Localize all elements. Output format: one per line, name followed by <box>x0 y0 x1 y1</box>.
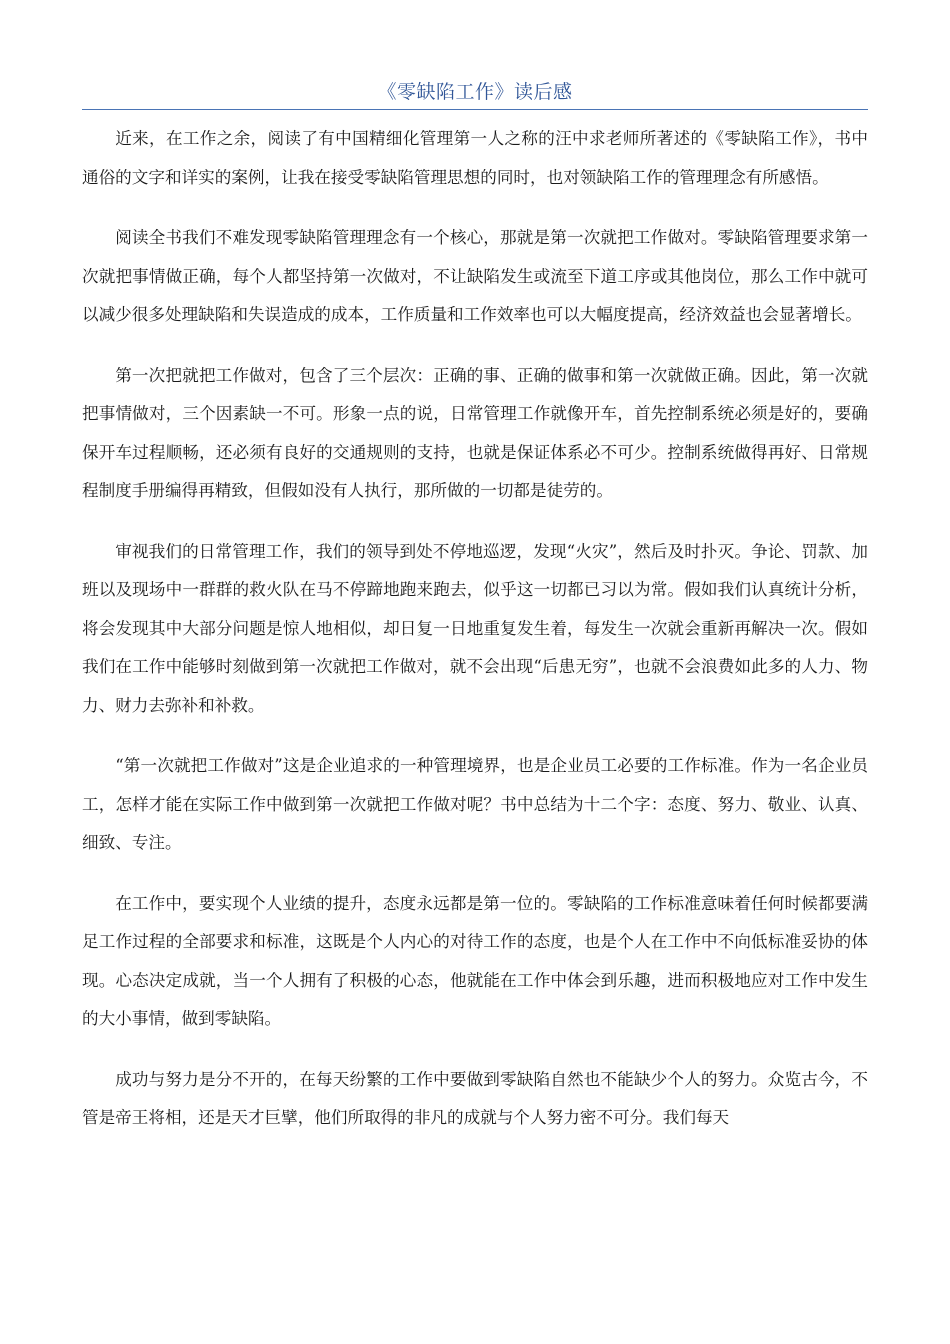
document-title: 《零缺陷工作》读后感 <box>377 81 573 103</box>
paragraph: 审视我们的日常管理工作，我们的领导到处不停地巡逻，发现“火灾”，然后及时扑灭。争论、罚款、加班以及现场中一群群的救火队在马不停蹄地跑来跑去，似乎这一切都已习以为常。假如我们认真统计分析，将会发现其中大部分问题是惊人地相似，却日复一日地重复发生着，每发生一次就会重新再解决一次。假如我们在工作中能够时刻做到第一次就把工作做对，就不会出现“后患无穷”，也就不会浪费如此多的人力、物力、财力去弥补和补救。 <box>82 541 868 715</box>
document-header <box>82 76 868 110</box>
paragraph: 成功与努力是分不开的，在每天纷繁的工作中要做到零缺陷自然也不能缺少个人的努力。众览古今，不管是帝王将相，还是天才巨擘，他们所取得的非凡的成就与个人努力密不可分。我们每天 <box>82 1069 868 1127</box>
paragraph: 近来，在工作之余，阅读了有中国精细化管理第一人之称的汪中求老师所著述的《零缺陷工作》，书中通俗的文字和详实的案例，让我在接受零缺陷管理思想的同时，也对领缺陷工作的管理理念有所感悟。 <box>82 129 868 187</box>
paragraph: 阅读全书我们不难发现零缺陷管理理念有一个核心，那就是第一次就把工作做对。零缺陷管理要求第一次就把事情做正确，每个人都坚持第一次做对，不让缺陷发生或流至下道工序或其他岗位，那么工作中就可以减少很多处理缺陷和失误造成的成本，工作质量和工作效率也可以大幅度提高，经济效益也会显著增长。 <box>82 228 868 324</box>
document-body <box>82 120 868 1160</box>
paragraph: “第一次就把工作做对”这是企业追求的一种管理境界，也是企业员工必要的工作标准。作为一名企业员工，怎样才能在实际工作中做到第一次就把工作做对呢？书中总结为十二个字：态度、努力、敬业、认真、细致、专注。 <box>82 756 868 852</box>
paragraph: 在工作中，要实现个人业绩的提升，态度永远都是第一位的。零缺陷的工作标准意味着任何时候都要满足工作过程的全部要求和标准，这既是个人内心的对待工作的态度，也是个人在工作中不向低标准妥协的体现。心态决定成就，当一个人拥有了积极的心态，他就能在工作中体会到乐趣，进而积极地应对工作中发生的大小事情，做到零缺陷。 <box>82 893 868 1028</box>
paragraph: 第一次把就把工作做对，包含了三个层次：正确的事、正确的做事和第一次就做正确。因此，第一次就把事情做对，三个因素缺一不可。形象一点的说，日常管理工作就像开车，首先控制系统必须是好的，要确保开车过程顺畅，还必须有良好的交通规则的支持，也就是保证体系必不可少。控制系统做得再好、日常规程制度手册编得再精致，但假如没有人执行，那所做的一切都是徒劳的。 <box>82 365 868 500</box>
